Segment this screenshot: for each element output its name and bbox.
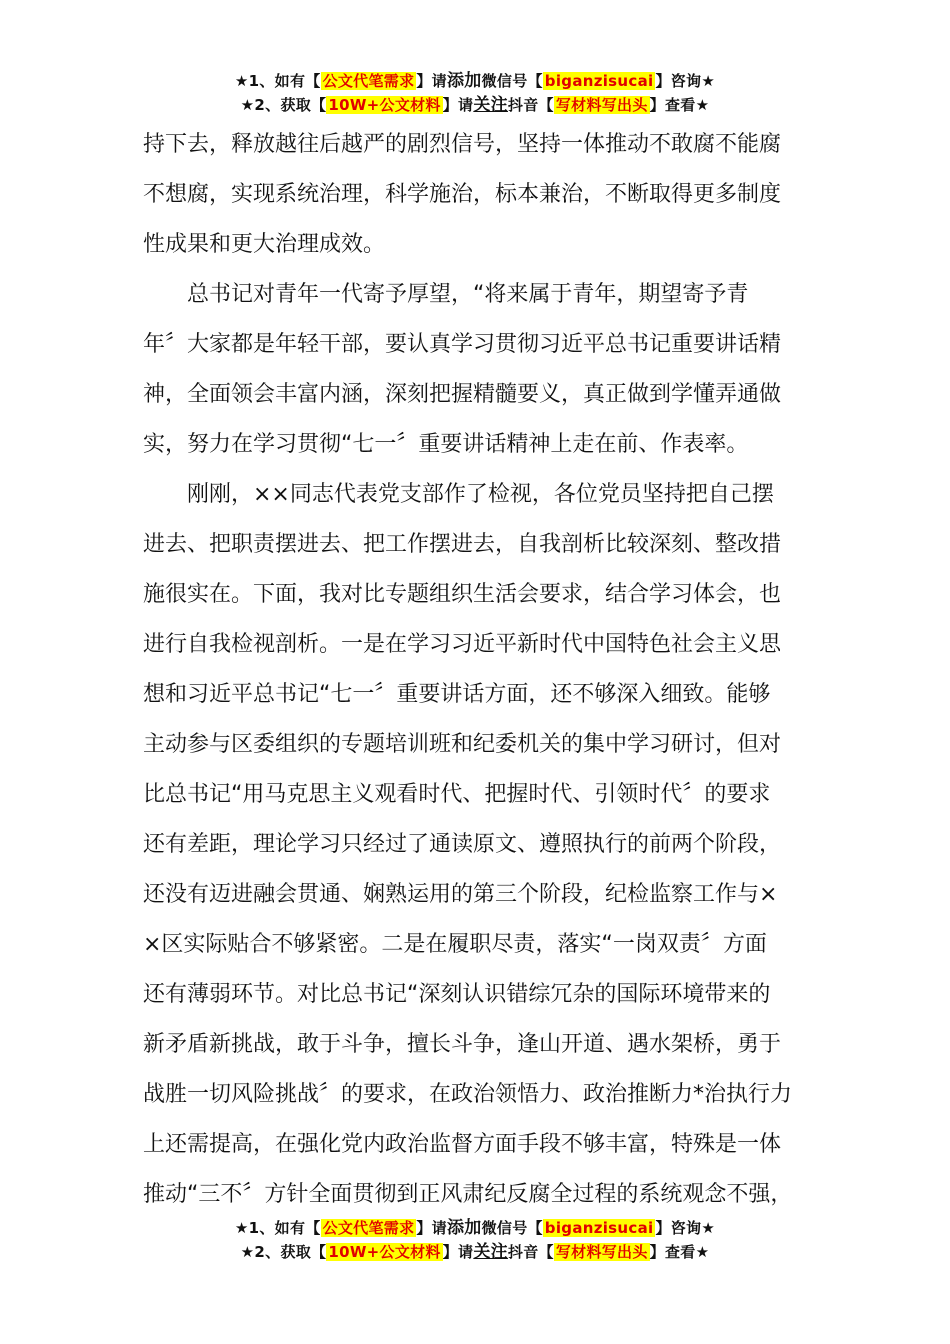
text-line: 主动参与区委组织的专题培训班和纪委机关的集中学习研讨，但对 — [143, 732, 782, 757]
header-banner — [0, 69, 950, 117]
banner-text: 1、如有【 — [248, 1219, 321, 1237]
banner-text: 微信号【 — [481, 72, 543, 90]
star-icon: ★ — [234, 72, 249, 90]
highlight-douyin-id: 写材料写出头 — [555, 96, 648, 114]
text-line: 神，全面领会丰富内涵，深刻把握精髓要义，真正做到学懂弄通做 — [143, 382, 782, 407]
banner-text: 】咨询★ — [655, 1219, 716, 1237]
banner-line-1 — [0, 1216, 950, 1240]
text-line: 实，努力在学习贯彻“七一〞重要讲话精神上走在前、作表率。 — [143, 432, 749, 457]
text-line: 推动“三不〞方针全面贯彻到正风肃纪反腐全过程的系统观念不强， — [143, 1182, 793, 1207]
banner-text: 】请 — [416, 72, 447, 90]
banner-emphasis: 添加 — [446, 1218, 482, 1238]
text-line: 进去、把职责摆进去、把工作摆进去，自我剖析比较深刻、整改措 — [143, 532, 782, 557]
text-line: 战胜一切风险挑战〞的要求，在政治领悟力、政治推断力*治执行力 — [143, 1082, 793, 1107]
highlight-service: 公文代笔需求 — [322, 72, 415, 90]
banner-text: 】请 — [416, 1219, 447, 1237]
text-line: 不想腐，实现系统治理，科学施治，标本兼治，不断取得更多制度 — [143, 182, 782, 207]
text-line: 施很实在。下面，我对比专题组织生活会要求，结合学习体会，也 — [143, 582, 782, 607]
highlight-douyin-id: 写材料写出头 — [555, 1243, 648, 1261]
text-line: 还有差距，理论学习只经过了通读原文、遵照执行的前两个阶段， — [143, 832, 782, 857]
text-line: ×区实际贴合不够紧密。二是在履职尽责，落实“一岗双责〞方面 — [143, 932, 767, 957]
banner-text: 抖音【 — [507, 1243, 554, 1261]
banner-text: 抖音【 — [507, 96, 554, 114]
body-text — [143, 120, 811, 1220]
footer-banner — [0, 1216, 950, 1264]
highlight-wechat-id: biganzisucai — [544, 1219, 654, 1237]
text-line: 刚刚，××同志代表党支部作了检视，各位党员坚持把自己摆 — [143, 482, 774, 507]
banner-text: 】查看★ — [649, 1243, 710, 1261]
text-line: 比总书记“用马克思主义观看时代、把握时代、引领时代〞的要求 — [143, 782, 771, 807]
banner-text: 】查看★ — [649, 96, 710, 114]
text-line: 总书记对青年一代寄予厚望，“将来属于青年，期望寄予青 — [143, 282, 749, 307]
text-line: 还没有迈进融会贯通、娴熟运用的第三个阶段，纪检监察工作与× — [143, 882, 778, 907]
banner-text: 】请 — [442, 96, 474, 114]
banner-text: 2、获取【 — [254, 1243, 327, 1261]
text-line: 进行自我检视剖析。一是在学习习近平新时代中国特色社会主义思 — [143, 632, 782, 657]
highlight-wechat-id: biganzisucai — [544, 72, 654, 90]
banner-emphasis: 添加 — [446, 71, 482, 91]
text-line: 还有薄弱环节。对比总书记“深刻认识错综冗杂的国际环境带来的 — [143, 982, 771, 1007]
banner-text: 微信号【 — [481, 1219, 543, 1237]
banner-line-1 — [0, 69, 950, 93]
banner-line-2 — [0, 93, 950, 117]
text-line: 想和习近平总书记“七一〞重要讲话方面，还不够深入细致。能够 — [143, 682, 771, 707]
highlight-materials: 10W+公文材料 — [328, 96, 441, 114]
banner-text: 2、获取【 — [254, 96, 327, 114]
text-line: 持下去，释放越往后越严的剧烈信号，坚持一体推动不敢腐不能腐 — [143, 132, 782, 157]
star-icon: ★ — [240, 96, 255, 114]
banner-line-2 — [0, 1240, 950, 1264]
text-line: 年〞大家都是年轻干部，要认真学习贯彻习近平总书记重要讲话精 — [143, 332, 782, 357]
text-line: 新矛盾新挑战，敢于斗争，擅长斗争，逢山开道、遇水架桥，勇于 — [143, 1032, 782, 1057]
banner-emphasis: 关注 — [473, 1242, 508, 1262]
banner-emphasis: 关注 — [473, 95, 508, 115]
banner-text: 】请 — [442, 1243, 474, 1261]
star-icon: ★ — [234, 1219, 249, 1237]
text-line: 上还需提高，在强化党内政治监督方面手段不够丰富，特殊是一体 — [143, 1132, 782, 1157]
text-line: 性成果和更大治理成效。 — [143, 232, 386, 257]
star-icon: ★ — [240, 1243, 255, 1261]
highlight-materials: 10W+公文材料 — [328, 1243, 441, 1261]
banner-text: 】咨询★ — [655, 72, 716, 90]
highlight-service: 公文代笔需求 — [322, 1219, 415, 1237]
banner-text: 1、如有【 — [248, 72, 321, 90]
